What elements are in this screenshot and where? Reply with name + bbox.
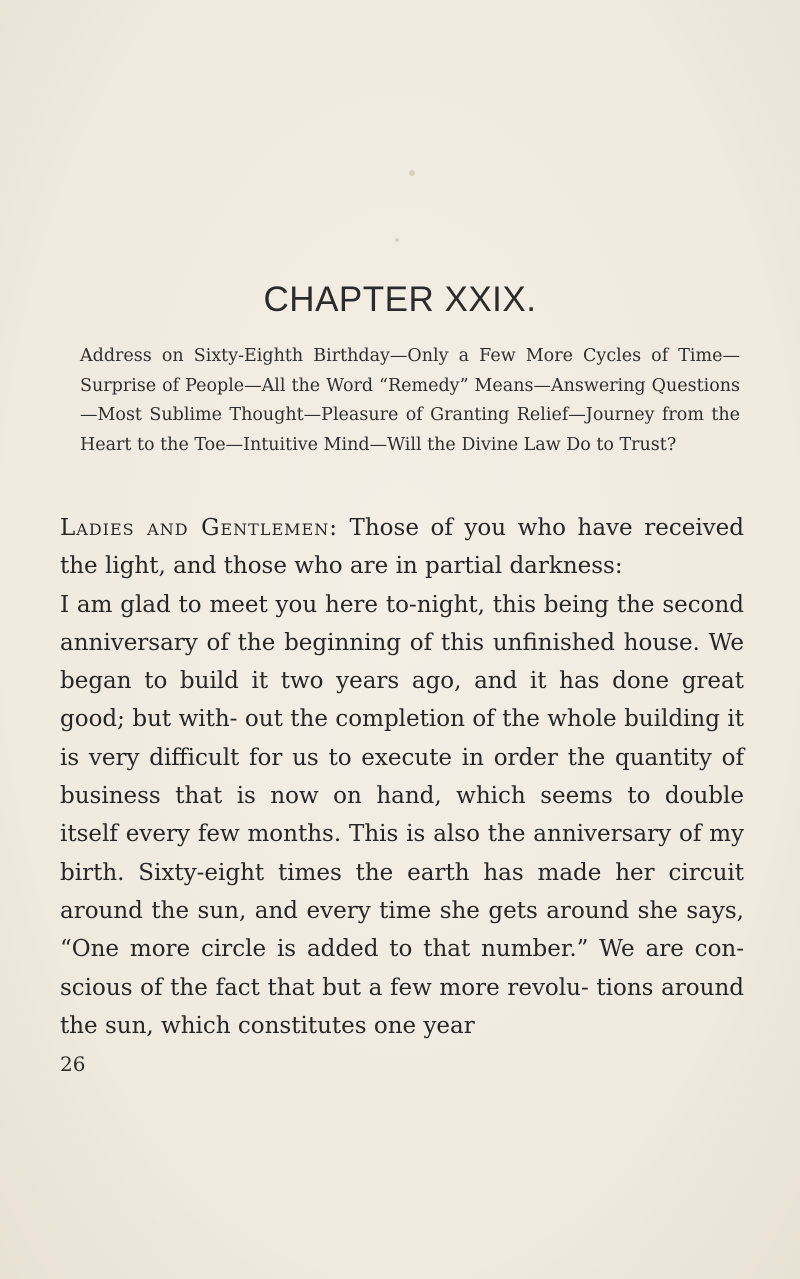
body-paragraph: I am glad to meet you here to-night, this being the second anniversary of the beginning of this unfinished house. We began to build it two years ago, and it has done great good; but with- out the completion of the whole building it is very difficult for us to execute in order the quantity of business that is now on hand, which seems to double itself every few months. This is also the anniversary of my birth. Sixty-eight times the earth has made her circuit around the sun, and every time she gets around she says, “One more circle is added to that number.” We are con- scious of the fact that but a few more revolu- tions around the sun, which constitutes one year	[60, 591, 744, 1039]
paper-spot	[409, 170, 415, 176]
opening-text: Those of you who have received the light, and those who are in partial darkness:	[60, 515, 745, 580]
chapter-title: CHAPTER XXIX.	[263, 280, 537, 319]
salutation: Ladies and Gentlemen:	[60, 515, 338, 541]
opening-paragraph	[60, 509, 744, 586]
paper-spot	[395, 238, 399, 242]
chapter-synopsis: Address on Sixty-Eighth Birthday—Only a Few More Cycles of Time—Surprise of People—All the Word “Remedy” Means—Answering Questions—Most Sublime Thought—Pleasure of Granting Relief—Journey from the Heart to the Toe—Intuitive Mind—Will the Divine Law Do to Trust?	[80, 346, 740, 455]
chapter-body	[60, 509, 744, 1045]
page-number: 26	[60, 1052, 86, 1076]
